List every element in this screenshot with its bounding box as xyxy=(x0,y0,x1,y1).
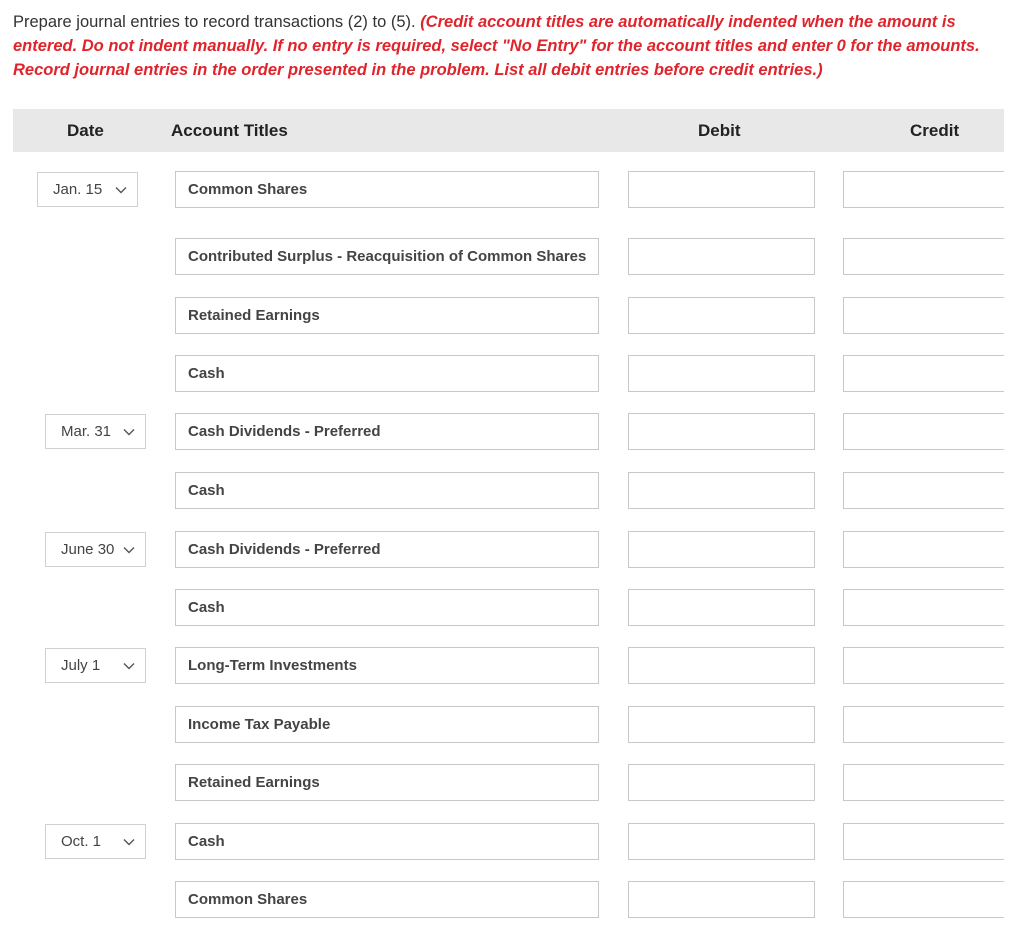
account-title-field[interactable]: Income Tax Payable xyxy=(175,706,599,743)
account-title-field[interactable]: Long-Term Investments xyxy=(175,647,599,684)
credit-input[interactable] xyxy=(843,881,1004,918)
debit-input[interactable] xyxy=(628,589,815,626)
header-debit: Debit xyxy=(698,121,741,140)
account-title-field[interactable]: Cash xyxy=(175,355,599,392)
credit-input[interactable] xyxy=(843,472,1004,509)
date-select-value: Oct. 1 xyxy=(61,833,102,850)
account-title-field[interactable]: Common Shares xyxy=(175,171,599,208)
debit-input[interactable] xyxy=(628,823,815,860)
chevron-down-icon xyxy=(123,836,135,848)
credit-input[interactable] xyxy=(843,647,1004,684)
credit-input[interactable] xyxy=(843,297,1004,334)
instructions xyxy=(13,10,1008,82)
instructions-text: Prepare journal entries to record transactions (2) to (5). xyxy=(13,13,421,31)
date-select[interactable] xyxy=(45,648,146,683)
debit-input[interactable] xyxy=(628,355,815,392)
credit-input[interactable] xyxy=(843,589,1004,626)
debit-input[interactable] xyxy=(628,472,815,509)
table-header xyxy=(13,109,1004,152)
account-title-field[interactable]: Retained Earnings xyxy=(175,764,599,801)
chevron-down-icon xyxy=(115,184,127,196)
account-title-field[interactable]: Retained Earnings xyxy=(175,297,599,334)
account-title-field[interactable]: Cash xyxy=(175,823,599,860)
debit-input[interactable] xyxy=(628,171,815,208)
header-account-titles: Account Titles xyxy=(171,121,288,140)
date-select[interactable] xyxy=(37,172,138,207)
date-select-value: Jan. 15 xyxy=(53,181,103,198)
debit-input[interactable] xyxy=(628,413,815,450)
chevron-down-icon xyxy=(123,426,135,438)
account-title-field[interactable]: Cash Dividends - Preferred xyxy=(175,413,599,450)
date-select-value: June 30 xyxy=(61,541,115,558)
date-select[interactable] xyxy=(45,532,146,567)
debit-input[interactable] xyxy=(628,764,815,801)
credit-input[interactable] xyxy=(843,171,1004,208)
debit-input[interactable] xyxy=(628,647,815,684)
credit-input[interactable] xyxy=(843,764,1004,801)
debit-input[interactable] xyxy=(628,238,815,275)
date-select-value: July 1 xyxy=(61,657,101,674)
credit-input[interactable] xyxy=(843,531,1004,568)
credit-input[interactable] xyxy=(843,823,1004,860)
credit-input[interactable] xyxy=(843,355,1004,392)
header-credit: Credit xyxy=(910,121,960,140)
debit-input[interactable] xyxy=(628,881,815,918)
account-title-field[interactable]: Cash Dividends - Preferred xyxy=(175,531,599,568)
debit-input[interactable] xyxy=(628,531,815,568)
credit-input[interactable] xyxy=(843,238,1004,275)
credit-input[interactable] xyxy=(843,413,1004,450)
instructions-note: (Credit account titles are automatically indented when the amount is entered. Do not indent manually. If no entry is required, select "No Entry" for the account titles and enter 0 for the amounts. Record journal entries in the order presented in the problem. List all debit entries before credit entries.) xyxy=(13,13,980,79)
account-title-field[interactable]: Common Shares xyxy=(175,881,599,918)
date-select[interactable] xyxy=(45,414,146,449)
debit-input[interactable] xyxy=(628,297,815,334)
header-date: Date xyxy=(67,121,104,140)
chevron-down-icon xyxy=(123,544,135,556)
account-title-field[interactable]: Cash xyxy=(175,589,599,626)
credit-input[interactable] xyxy=(843,706,1004,743)
debit-input[interactable] xyxy=(628,706,815,743)
account-title-field[interactable]: Contributed Surplus - Reacquisition of Common Shares xyxy=(175,238,599,275)
chevron-down-icon xyxy=(123,660,135,672)
account-title-field[interactable]: Cash xyxy=(175,472,599,509)
date-select-value: Mar. 31 xyxy=(61,423,112,440)
date-select[interactable] xyxy=(45,824,146,859)
